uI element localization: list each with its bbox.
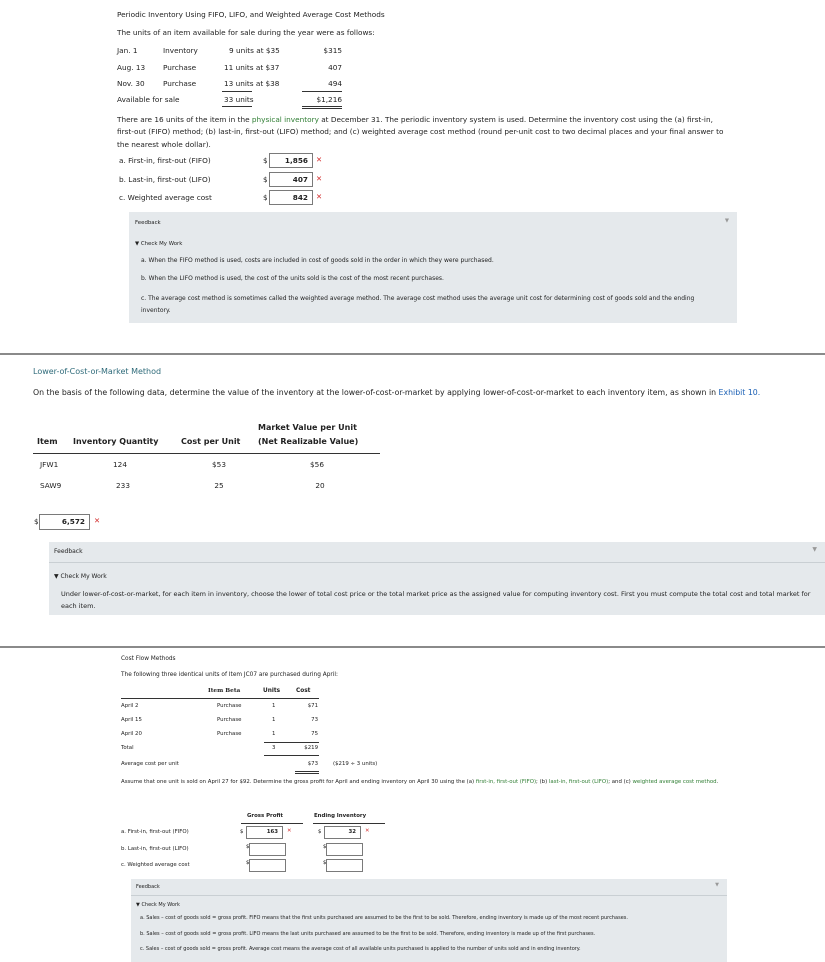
s1-cost-double-rule xyxy=(302,106,342,107)
s3-row-type: Purchase xyxy=(217,731,242,737)
s3-row-cost: $71 xyxy=(307,703,318,709)
s3-row-units: 1 xyxy=(272,717,276,723)
s3-title: Cost Flow Methods xyxy=(121,656,176,662)
s1-question-text-2: at December 31. The periodic inventory system is used. Determine the inventory cost using the (a) first-in, first-out (FIFO) method; (b) last-in, first-out (LIFO) method; and (c) weighted average cost method (round per-unit cost to two decimal places and your final answer to the nearest whole dollar). xyxy=(117,115,724,149)
s3-feedback-a: a. Sales – cost of goods sold = gross profit. FIFO means that the first units purchased are assumed to be the first to be sold. Therefore, ending inventory is made up of the most recent purchases. xyxy=(140,915,628,921)
s3-header-rule xyxy=(121,698,319,699)
s3-feedback-b: b. Sales – cost of goods sold = gross profit. LIFO means the last units purchased are assumed to be the first to be sold. Therefore, ending inventory is made up of the first purchases. xyxy=(140,931,596,937)
s1-intro: The units of an item available for sale during the year were as follows: xyxy=(117,28,375,37)
s3-row-date: April 2 xyxy=(121,703,139,709)
s1-row-cost: 407 xyxy=(328,63,342,72)
s3-intro: The following three identical units of Item JC07 are purchased during April: xyxy=(121,672,338,678)
s2-header-qty: Inventory Quantity xyxy=(73,437,159,446)
s1-row-type: Inventory xyxy=(163,46,198,55)
dollar-sign: $ xyxy=(246,860,250,866)
s3-answer-label-fifo: a. First-in, first-out (FIFO) xyxy=(121,829,189,835)
s1-row-date: Nov. 30 xyxy=(117,79,145,88)
s1-feedback-c: c. The average cost method is sometimes called the weighted average method. The average cost method uses the average unit cost for determining cost of goods sold and the ending inventory. xyxy=(141,295,695,314)
s2-title: Lower-of-Cost-or-Market Method xyxy=(33,367,162,376)
s3-question-text: Assume that one unit is sold on April 27 for $92. Determine the gross profit for April and ending inventory on April 30 using the (a) xyxy=(121,779,476,785)
fifo-gross-profit-input[interactable]: 163 xyxy=(246,826,283,839)
collapse-triangle-icon[interactable]: ▼ xyxy=(724,218,729,224)
s3-gp-rule xyxy=(241,823,303,824)
s3-avg-note: ($219 ÷ 3 units) xyxy=(333,761,378,767)
s2-feedback-panel xyxy=(49,542,825,615)
s1-total-units: 33 units xyxy=(224,95,254,104)
s3-header-cost: Cost xyxy=(296,688,311,694)
s3-avg-label: Average cost per unit xyxy=(121,761,179,767)
dollar-sign: $ xyxy=(318,829,322,835)
physical-inventory-link[interactable]: physical inventory xyxy=(251,115,319,124)
incorrect-x-icon: ✕ xyxy=(365,828,370,834)
dollar-sign: $ xyxy=(263,175,268,184)
avg-ending-inventory-input[interactable] xyxy=(326,859,363,872)
s2-header-market-2: (Net Realizable Value) xyxy=(258,437,359,446)
s1-units-rule xyxy=(222,91,252,92)
s1-question-text: There are 16 units of the item in the xyxy=(117,115,252,124)
s1-row-date: Aug. 13 xyxy=(117,63,146,72)
s2-header-item: Item xyxy=(37,437,58,446)
s1-cost-double-rule-2 xyxy=(302,108,342,109)
lifo-answer-input[interactable]: 407 xyxy=(269,172,313,187)
s1-row-units: 11 units at $37 xyxy=(224,63,280,72)
s1-feedback-panel xyxy=(129,212,737,323)
feedback-label: Feedback xyxy=(54,548,83,555)
s3-row-date: April 20 xyxy=(121,731,142,737)
s3-row-cost: 73 xyxy=(311,717,318,723)
feedback-divider xyxy=(49,562,825,563)
s2-header-market-1: Market Value per Unit xyxy=(258,423,357,432)
lcm-answer-input[interactable]: 6,572 xyxy=(39,514,90,530)
fifo-ending-inventory-input[interactable]: 32 xyxy=(324,826,361,839)
check-my-work-toggle[interactable]: ▼ Check My Work xyxy=(136,902,180,908)
dollar-sign: $ xyxy=(240,829,244,835)
s3-question xyxy=(121,777,731,788)
s3-total-cost: $219 xyxy=(304,745,318,751)
s3-avg-rule xyxy=(295,771,319,772)
s1-row-units: 9 units at $35 xyxy=(229,46,280,55)
section-separator xyxy=(0,353,825,355)
feedback-divider xyxy=(131,895,727,896)
s3-avg-cost: $73 xyxy=(307,761,318,767)
s3-question-text-2: ; (b) xyxy=(536,779,549,785)
incorrect-x-icon: ✕ xyxy=(316,174,323,183)
s3-total-label: Total xyxy=(121,745,134,751)
s3-answer-label-avg: c. Weighted average cost xyxy=(121,862,190,868)
s2-intro-text: On the basis of the following data, determine the value of the inventory at the lower-of-cost-or-market by applying lower-of-cost-or-market to each inventory item, as shown in xyxy=(33,388,719,397)
avg-gross-profit-input[interactable] xyxy=(249,859,286,872)
incorrect-x-icon: ✕ xyxy=(316,155,323,164)
s1-answer-label-avg: c. Weighted average cost xyxy=(119,193,212,202)
s1-question xyxy=(117,114,729,151)
s2-row-market: 20 xyxy=(315,481,325,490)
s2-header-cost: Cost per Unit xyxy=(181,437,241,446)
s3-row-units: 1 xyxy=(272,731,276,737)
s2-row-qty: 124 xyxy=(113,460,127,469)
feedback-label: Feedback xyxy=(136,884,160,890)
section-separator xyxy=(0,646,825,648)
incorrect-x-icon: ✕ xyxy=(94,516,101,525)
s3-total-rule xyxy=(264,755,319,756)
s1-answer-label-lifo: b. Last-in, first-out (LIFO) xyxy=(119,175,211,184)
s1-units-double-rule xyxy=(222,106,252,107)
s1-feedback-b: b. When the LIFO method is used, the cost of the units sold is the cost of the most recent purchases. xyxy=(141,275,444,282)
s3-row-type: Purchase xyxy=(217,717,242,723)
check-my-work-toggle[interactable]: ▼ Check My Work xyxy=(54,573,107,580)
feedback-label: Feedback xyxy=(135,220,161,226)
s3-header-units: Units xyxy=(263,688,281,694)
s3-row-cost: 75 xyxy=(311,731,318,737)
check-my-work-label: Check My Work xyxy=(141,902,180,908)
s3-ei-rule xyxy=(313,823,385,824)
s1-answer-label-fifo: a. First-in, first-out (FIFO) xyxy=(119,156,211,165)
s1-title: Periodic Inventory Using FIFO, LIFO, and Weighted Average Cost Methods xyxy=(117,10,385,19)
s3-col-ending-inventory: Ending Inventory xyxy=(314,813,367,819)
s1-row-units: 13 units at $38 xyxy=(224,79,280,88)
s3-col-gross-profit: Gross Profit xyxy=(247,813,283,819)
s2-row-cost: $53 xyxy=(212,460,226,469)
s2-row-item: JFW1 xyxy=(40,460,59,469)
s3-header-item: Item Beta xyxy=(208,688,241,694)
fifo-answer-input[interactable]: 1,856 xyxy=(269,153,313,168)
s3-question-text-4: . xyxy=(716,779,719,785)
dollar-sign: $ xyxy=(263,156,268,165)
weighted-average-answer-input[interactable]: 842 xyxy=(269,190,313,205)
collapse-triangle-icon[interactable]: ▼ xyxy=(812,546,817,553)
s1-row-cost: 494 xyxy=(328,79,342,88)
lifo-ending-inventory-input[interactable] xyxy=(326,843,363,856)
check-my-work-label: Check My Work xyxy=(60,573,107,580)
s1-row-date: Jan. 1 xyxy=(117,46,138,55)
lifo-link[interactable]: last-in, first-out (LIFO) xyxy=(548,779,609,785)
check-my-work-label: Check My Work xyxy=(140,241,183,247)
s2-row-qty: 233 xyxy=(116,481,130,490)
fifo-link[interactable]: first-in, first-out (FIFO) xyxy=(475,779,537,785)
dollar-sign: $ xyxy=(34,517,39,526)
s2-header-rule xyxy=(33,453,380,454)
s3-row-date: April 15 xyxy=(121,717,142,723)
s1-row-type: Purchase xyxy=(163,79,197,88)
s1-row-type: Purchase xyxy=(163,63,197,72)
s3-answer-label-lifo: b. Last-in, first-out (LIFO) xyxy=(121,846,189,852)
dollar-sign: $ xyxy=(323,844,327,850)
s2-intro xyxy=(33,388,760,397)
incorrect-x-icon: ✕ xyxy=(316,192,323,201)
s3-feedback-panel xyxy=(131,879,727,962)
dollar-sign: $ xyxy=(246,844,250,850)
s3-question-text-3: ; and (c) xyxy=(608,779,633,785)
s2-row-market: $56 xyxy=(310,460,324,469)
s3-subtotal-rule xyxy=(264,742,319,743)
dollar-sign: $ xyxy=(263,193,268,202)
s1-total-cost: $1,216 xyxy=(316,95,342,104)
weighted-average-link[interactable]: weighted average cost method xyxy=(632,779,717,785)
s3-row-type: Purchase xyxy=(217,703,242,709)
s1-row-cost: $315 xyxy=(323,46,342,55)
s2-row-item: SAW9 xyxy=(40,481,62,490)
exhibit-10-link[interactable]: Exhibit 10. xyxy=(718,388,761,397)
s1-feedback-a: a. When the FIFO method is used, costs are included in cost of goods sold in the order in which they were purchased. xyxy=(141,257,494,264)
collapse-triangle-icon[interactable]: ▼ xyxy=(715,882,719,888)
s3-row-units: 1 xyxy=(272,703,276,709)
dollar-sign: $ xyxy=(323,860,327,866)
s3-avg-rule-2 xyxy=(295,773,319,774)
lifo-gross-profit-input[interactable] xyxy=(249,843,286,856)
check-my-work-toggle[interactable]: ▼ Check My Work xyxy=(135,241,183,247)
s1-cost-rule xyxy=(302,91,342,92)
s3-feedback-c: c. Sales – cost of goods sold = gross profit. Average cost means the average cost of all available units purchased is applied to the number of units sold and in ending inventory. xyxy=(140,946,581,952)
s2-feedback-text: Under lower-of-cost-or-market, for each item in inventory, choose the lower of total cost price or the total market price as the assigned value for computing inventory cost. First you must compute the total cost and total market for each item. xyxy=(61,590,811,610)
s3-total-units: 3 xyxy=(272,745,276,751)
s1-total-label: Available for sale xyxy=(117,95,180,104)
s2-row-cost: 25 xyxy=(214,481,224,490)
incorrect-x-icon: ✕ xyxy=(287,828,292,834)
